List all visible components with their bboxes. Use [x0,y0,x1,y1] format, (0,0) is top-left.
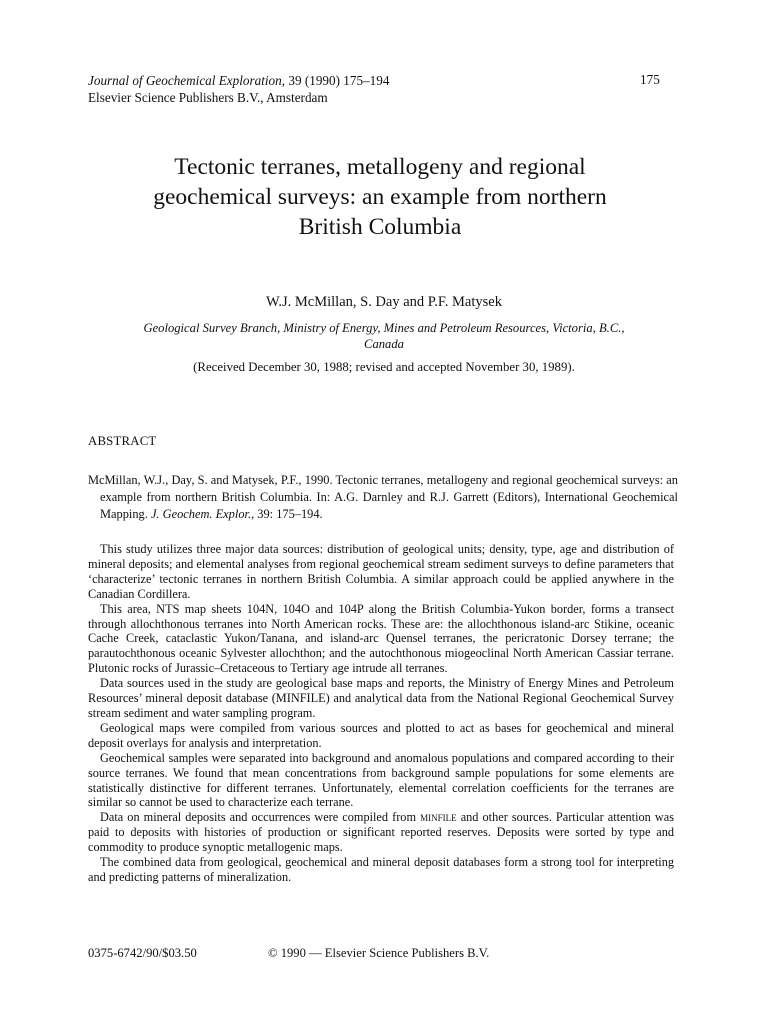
abstract-paragraph: Geochemical samples were separated into background and anomalous populations and compared according to their source terranes. We found that mean concentrations from background sample populations for some elements are statistically distinctive for different terranes. Unfortunately, elemental correlation coefficients for the terranes are similar so cannot be used to characterize each terrane. [88,750,674,810]
author-list: W.J. McMillan, S. Day and P.F. Matysek [266,294,502,310]
paragraph-text: Data on mineral deposits and occurrences were compiled from [100,810,421,825]
reference-journal: J. Geochem. Explor. [150,507,252,521]
affiliation-line-2: Canada [364,337,404,351]
reference-text: McMillan, W.J., Day, S. and Matysek, P.F., 1990. Tectonic terranes, metallogeny and regional geochemical surveys: an example from northern British Columbia. In: A.G. Darnley and R.J. Garrett (Editors), International Geochemical Mapping. [88,473,678,521]
reference-citation [88,472,678,523]
abstract-paragraph: Data sources used in the study are geological base maps and reports, the Ministry of Energy Mines and Petroleum Resources’ mineral deposit database (MINFILE) and analytical data from the National Regional Geochemical Survey stream sediment and water sampling program. [88,676,674,720]
abstract-body [88,542,674,885]
issn-code: 0375-6742/90/$03.50 [88,946,197,960]
abstract-paragraph [88,810,674,855]
article-title [70,152,690,242]
journal-name: Journal of Geochemical Exploration [88,73,282,88]
publisher-line: Elsevier Science Publishers B.V., Amsterdam [88,90,328,105]
volume-pages: , 39 (1990) 175–194 [281,73,390,88]
journal-citation [88,72,389,89]
page-number: 175 [640,72,660,87]
abstract-paragraph: The combined data from geological, geochemical and mineral deposit databases form a strong tool for interpreting and predicting patterns of mineralization. [88,855,674,884]
minfile-term: minfile [420,810,457,825]
abstract-paragraph: This area, NTS map sheets 104N, 104O and 104P along the British Columbia-Yukon border, forms a transect through allochthonous terranes into North American rocks. These are: the allochthonous island-arc Stikine, oceanic Cache Creek, cataclastic Yukon/Tanana, and island-arc Quensel terranes, the pericratonic Dorsey terrane; the parautochthonous oceanic Sylvester allochthon; and the autochthonous miogeoclinal North American Cassiar terrane. Plutonic rocks of Jurassic–Cretaceous to Tertiary age intrude all terranes. [88,601,674,676]
copyright-notice: © 1990 — Elsevier Science Publishers B.V. [268,946,490,960]
title-line-1: Tectonic terranes, metallogeny and regional [174,154,586,180]
received-dates: (Received December 30, 1988; revised and accepted November 30, 1989). [193,360,575,374]
reference-volume: , 39: 175–194. [251,507,323,521]
author-affiliation [100,320,668,352]
affiliation-line-1: Geological Survey Branch, Ministry of Energy, Mines and Petroleum Resources, Victoria, B.C., [143,321,625,335]
title-line-2: geochemical surveys: an example from northern [153,184,607,210]
abstract-heading: ABSTRACT [88,434,157,448]
abstract-paragraph: Geological maps were compiled from various sources and plotted to act as bases for geochemical and mineral deposit overlays for analysis and interpretation. [88,720,674,750]
paragraph-text: and other sources. Particular attention was paid to deposits with histories of production or significant reported reserves. Deposits were sorted by type and commodity to produce synoptic metallogenic maps. [88,810,675,855]
title-line-3: British Columbia [298,214,462,240]
running-head [88,72,389,106]
abstract-paragraph: This study utilizes three major data sources: distribution of geological units; density, type, age and distribution of mineral deposits; and elemental analyses from regional geochemical stream sediment surveys to define parameters that ‘characterize’ tectonic terranes in northern British Columbia. A similar approach could be applied anywhere in the Canadian Cordillera. [88,542,674,601]
